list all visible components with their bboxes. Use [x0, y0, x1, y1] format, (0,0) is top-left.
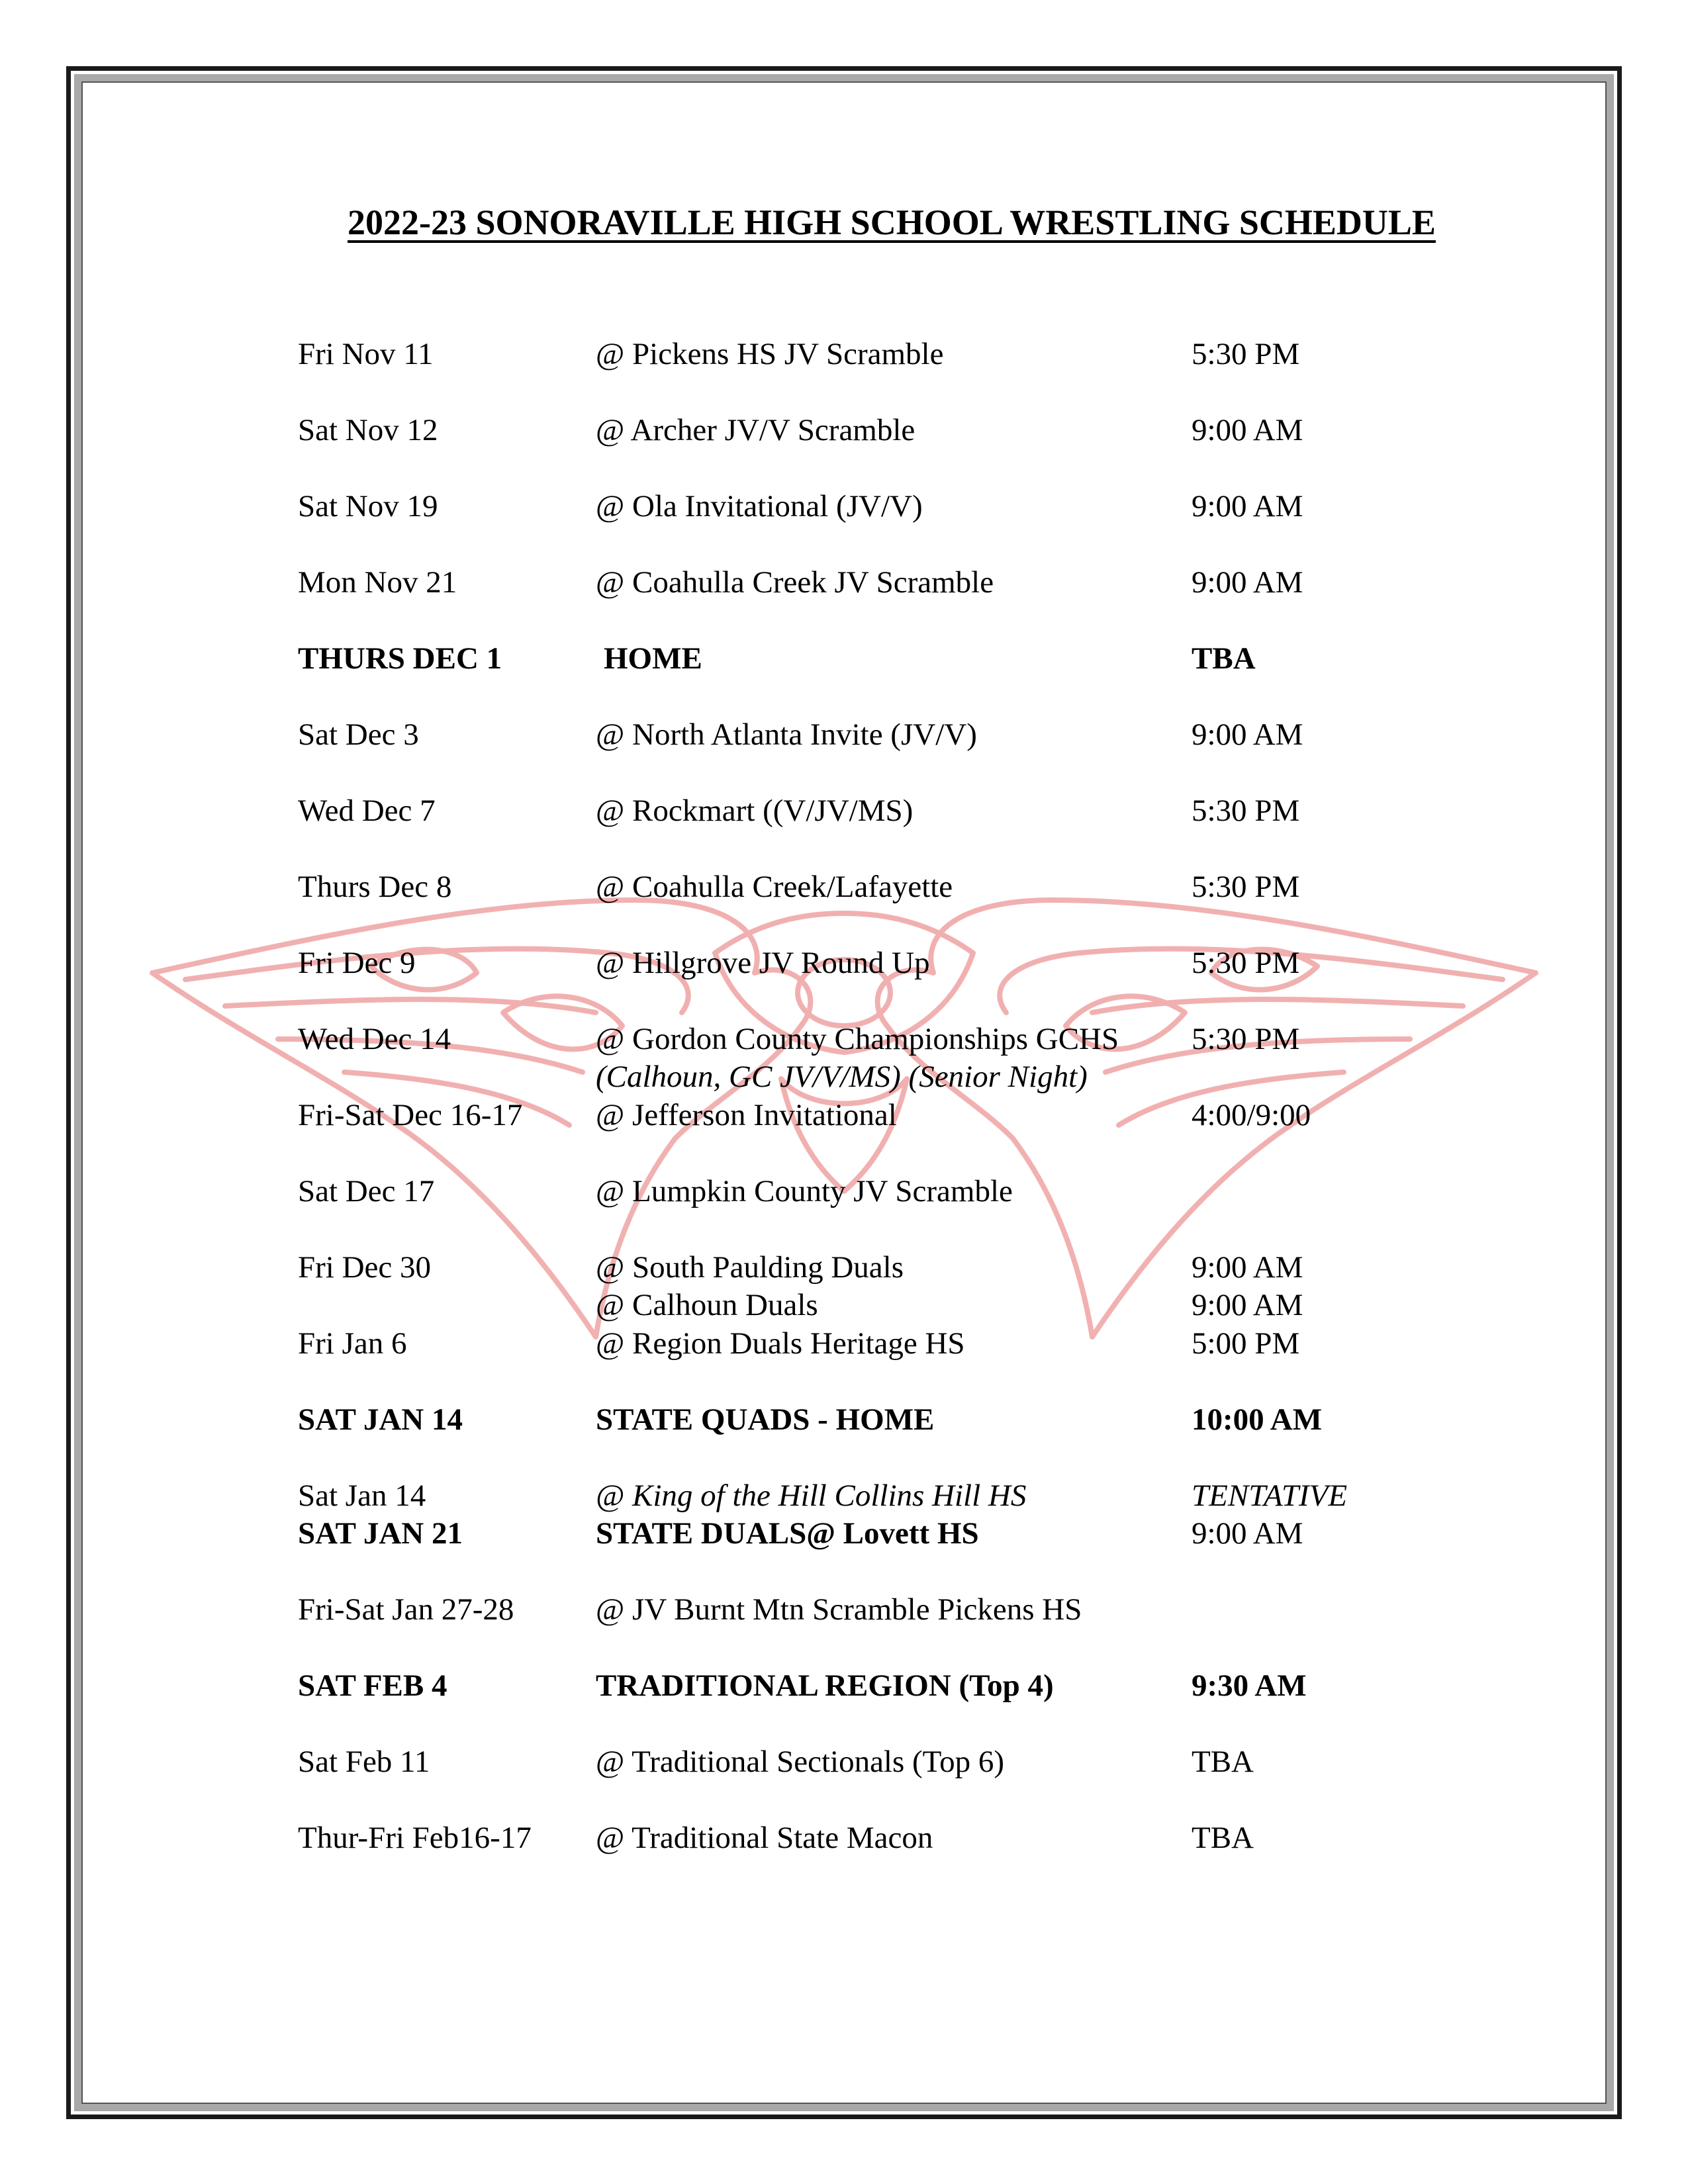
schedule-row: [0, 1590, 1688, 1629]
row-date: Sat Nov 19: [298, 489, 438, 523]
row-time: 10:00 AM: [1192, 1402, 1323, 1437]
row-time: 9:00 AM: [1192, 565, 1303, 600]
row-time: 5:30 PM: [1192, 337, 1300, 371]
row-event: @ Calhoun Duals: [596, 1288, 818, 1322]
row-event-note: (Calhoun, GC JV/V/MS) (Senior Night): [596, 1060, 1088, 1094]
row-time: 5:30 PM: [1192, 870, 1300, 904]
row-event: @ Traditional State Macon: [596, 1821, 933, 1855]
row-event: @ South Paulding Duals: [596, 1250, 904, 1285]
row-event: TRADITIONAL REGION (Top 4): [596, 1668, 1054, 1703]
row-event: @ Rockmart ((V/JV/MS): [596, 794, 914, 828]
schedule-row: [0, 1019, 1688, 1059]
row-time: 9:00 AM: [1192, 1250, 1303, 1285]
schedule-row: [0, 1171, 1688, 1211]
schedule-row: [0, 563, 1688, 602]
row-event: @ Traditional Sectionals (Top 6): [596, 1745, 1005, 1779]
row-date: THURS DEC 1: [298, 641, 502, 676]
schedule-row: [0, 867, 1688, 907]
row-event: @ Lumpkin County JV Scramble: [596, 1174, 1013, 1208]
page-title: [0, 196, 1688, 249]
row-date: Fri Jan 6: [298, 1326, 407, 1361]
row-time: TENTATIVE: [1192, 1479, 1348, 1513]
row-date: Wed Dec 7: [298, 794, 436, 828]
schedule-row: [0, 1818, 1688, 1858]
row-event: @ North Atlanta Invite (JV/V): [596, 717, 977, 752]
row-event: STATE QUADS - HOME: [596, 1402, 935, 1437]
schedule-row: [0, 1285, 1688, 1325]
row-time: 5:30 PM: [1192, 794, 1300, 828]
row-time: 9:00 AM: [1192, 413, 1303, 447]
schedule-row: [0, 1476, 1688, 1516]
schedule-row: [0, 943, 1688, 983]
schedule-row: [0, 1095, 1688, 1135]
row-event: @ Region Duals Heritage HS: [596, 1326, 965, 1361]
row-time: 5:30 PM: [1192, 1022, 1300, 1056]
row-date: Fri Nov 11: [298, 337, 434, 371]
row-date: Sat Nov 12: [298, 413, 438, 447]
schedule-row-note: [0, 1057, 1688, 1097]
row-date: Fri Dec 9: [298, 946, 416, 980]
row-event: @ JV Burnt Mtn Scramble Pickens HS: [596, 1592, 1082, 1627]
row-time: 5:00 PM: [1192, 1326, 1300, 1361]
schedule-row: [0, 486, 1688, 526]
row-time: 9:00 AM: [1192, 717, 1303, 752]
row-event: @ Pickens HS JV Scramble: [596, 337, 944, 371]
row-event: @ Hillgrove JV Round Up: [596, 946, 930, 980]
row-time: 9:00 AM: [1192, 489, 1303, 523]
row-date: Sat Dec 3: [298, 717, 419, 752]
row-date: SAT FEB 4: [298, 1668, 447, 1703]
row-time: 9:00 AM: [1192, 1288, 1303, 1322]
row-event: @ Coahulla Creek JV Scramble: [596, 565, 994, 600]
page-title-text: 2022-23 SONORAVILLE HIGH SCHOOL WRESTLING SCHEDULE: [348, 203, 1436, 242]
row-event: STATE DUALS@ Lovett HS: [596, 1516, 979, 1551]
row-date: Thurs Dec 8: [298, 870, 452, 904]
row-date: SAT JAN 14: [298, 1402, 463, 1437]
schedule-row-home: [0, 1666, 1688, 1706]
row-date: Sat Feb 11: [298, 1745, 430, 1779]
row-date: Sat Jan 14: [298, 1479, 426, 1513]
schedule-row-home: [0, 639, 1688, 678]
schedule-row-home: [0, 1400, 1688, 1439]
row-date: Fri-Sat Dec 16-17: [298, 1098, 523, 1132]
row-event: @ Gordon County Championships GCHS: [596, 1022, 1119, 1056]
row-time: TBA: [1192, 1821, 1254, 1855]
row-date: Wed Dec 14: [298, 1022, 451, 1056]
row-time: 4:00/9:00: [1192, 1098, 1311, 1132]
row-time: TBA: [1192, 641, 1256, 676]
row-time: 5:30 PM: [1192, 946, 1300, 980]
row-date: SAT JAN 21: [298, 1516, 463, 1551]
schedule-row: [0, 1248, 1688, 1287]
schedule-row: [0, 1324, 1688, 1363]
row-date: Thur-Fri Feb16-17: [298, 1821, 532, 1855]
schedule-row: [0, 1514, 1688, 1553]
row-time: 9:30 AM: [1192, 1668, 1307, 1703]
schedule-row: [0, 334, 1688, 374]
row-date: Fri Dec 30: [298, 1250, 432, 1285]
row-event: HOME: [604, 641, 702, 676]
row-time: 9:00 AM: [1192, 1516, 1303, 1551]
row-event: @ Jefferson Invitational: [596, 1098, 897, 1132]
row-event: @ King of the Hill Collins Hill HS: [596, 1479, 1027, 1513]
row-date: Mon Nov 21: [298, 565, 457, 600]
schedule-row: [0, 410, 1688, 450]
row-event: @ Archer JV/V Scramble: [596, 413, 915, 447]
schedule-row: [0, 715, 1688, 754]
row-date: Sat Dec 17: [298, 1174, 435, 1208]
schedule-row: [0, 791, 1688, 831]
schedule-row: [0, 1742, 1688, 1782]
row-event: @ Coahulla Creek/Lafayette: [596, 870, 953, 904]
row-event: @ Ola Invitational (JV/V): [596, 489, 923, 523]
row-date: Fri-Sat Jan 27-28: [298, 1592, 514, 1627]
row-time: TBA: [1192, 1745, 1254, 1779]
